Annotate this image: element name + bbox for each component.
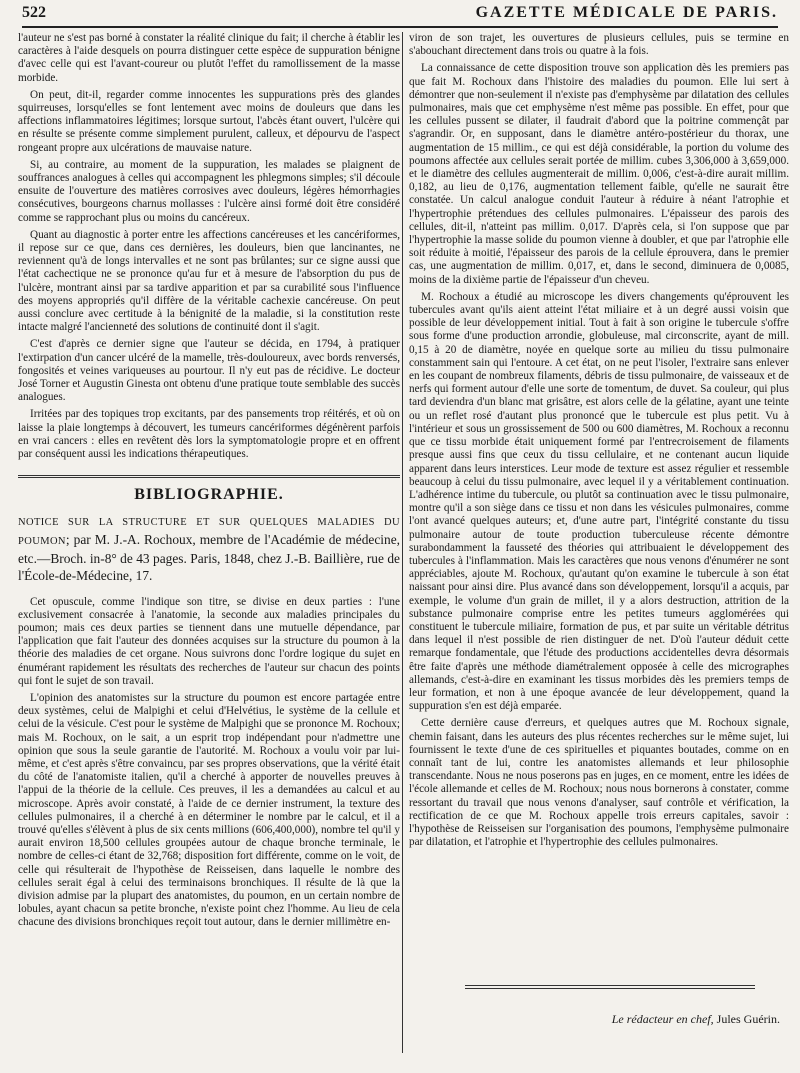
paragraph: Si, au contraire, au moment de la suppuration, les malades se plaignent de souffrances analogues à celles qui accompagnent les phlegmons simples; s'il découle ensuite de l'ouverture des matières corrosives avec douleurs, légères hémorrhagies consécutives, bourgeons charnus mollasses : l'ulcère ainsi formé doit être considéré comme se rapprochant plus ou moins du cancéreux. [18,158,400,224]
paragraph: Irritées par des topiques trop excitants, par des pansements trop réitérés, et où on laisse la plaie longtemps à découvert, les tumeurs cancériformes dégénèrent parfois en vrai cancers : elles en revêtent dès lors la symptomatologie propre et en offrent par conséquent aussi les indications thérapeutiques. [18,408,400,461]
notice-details: ; par M. J.-A. Rochoux, membre de l'Académie de médecine, etc.—Broch. in-8° de 43 pages. Paris, 1848, chez J.-B. Baillière, rue de l'École-de-Médecine, 17. [18,531,400,583]
journal-title: GAZETTE MÉDICALE DE PARIS. [475,4,778,21]
paragraph: On peut, dit-il, regarder comme innocentes les suppurations près des glandes squirreuses, lorsqu'elles se font lentement avec moins de douleurs que dans les affections inflammatoires légitimes; lorsque surtout, l'abcès étant ouvert, l'ulcère qui en résulte se présente comme simplement purulent, calleux, et dépourvu de l'aspect rongeant propre aux ulcérations de mauvaise nature. [18,88,400,154]
page-header [22,4,778,24]
left-column [18,32,400,930]
signature-name: Jules Guérin. [716,1012,780,1026]
right-column [409,32,789,849]
section-title: BIBLIOGRAPHIE. [134,486,284,504]
notice-title: NOTICE SUR LA STRUCTURE ET SUR QUELQUES MALADIES DU POUMON [18,516,400,547]
paragraph: Quant au diagnostic à porter entre les affections cancéreuses et les cancériformes, il repose sur ce que, dans ces dernières, les douleurs, bien que lancinantes, ne reviennent qu'à de longs intervalles et ne sont pas brûlantes; sur ce signe aussi que l'état cachectique ne se prononce qu'au fur et à mesure de l'absorption du pus de l'ulcère, montrant ainsi par sa tardive apparition et par sa curabilité sous l'influence des moyens appropriés qu'il diffère de la véritable cachexie cancéreuse. On peut aussi conclure avec certitude à la bénignité de la maladie, si la constitution reste intacte malgré l'ancienneté des solutions de continuité dont il s'agit. [18,228,400,334]
paragraph: L'opinion des anatomistes sur la structure du poumon est encore partagée entre deux systèmes, celui de Malpighi et celui d'Helvétius, le système de la cellule et celui de la vésicule. C'est pour le système de Malpighi que se prononce M. Rochoux; mais M. Rochoux, on le sait, a un esprit trop indépendant pour n'admettre une opinion que sous la seule garantie de l'autorité. M. Rochoux a voulu voir par lui-même, et c'est après s'être convaincu, par ses propres observations, que la vérité était du côté de l'anatomiste italien, qu'il a cherché à apporter de nouvelles preuves à l'appui de la théorie de la cellule. Ces preuves, il les a demandées au calcul et au microscope. Après avoir constaté, à l'aide de ce dernier instrument, la texture des cellules pulmonaires, il a cherché à en déterminer le nombre par le calcul, et il a trouvé qu'elles s'élèvent à plus de six cents millions (606,400,000), nombre tel qu'il y aurait environ 18,500 cellules groupées autour de chaque bronche terminale, le nombre de celles-ci étant de 32,768; disposition fort différente, comme on le voit, de celle qui résulterait de l'hypothèse de Reisseisen, dans laquelle le nombre des cellules serait égal à celui des terminaisons bronchiques. Il résulte de là que la division admise par la plupart des anatomistes, du poumon, en un certain nombre de lobules, ayant chacun sa petite bronche, n'existe point chez l'homme. Au lieu de cela chacune des divisions bronchiques reçoit tout autour, dans le dernier millimètre en- [18,691,400,929]
paragraph: La connaissance de cette disposition trouve son application dès les premiers pas que fait M. Rochoux dans l'histoire des maladies du poumon. Elle lui sert à démontrer que non-seulement il n'existe pas d'emphysème par dilatation des cellules pulmonaires, mais que cet emphysème n'est même pas possible. En effet, pour que les cellules pussent se dilater, il faudrait d'abord que la poitrine commençât par s'agrandir. Or, en supposant, dans le diamètre antéro-postérieur du thorax, une augmentation de 15 millim., ce qui est déjà considérable, la portion du volume des poumons affectée aux cellules serait portée de millim. cubes 3,306,000 à 3,659,000. et le diamètre des cellules augmenterait de millim. 0,006, c'est-à-dire aurait millim. 0,182, au lieu de 0,176, augmentation tellement faible, qu'elle ne saurait être constatée. Un calcul analogue conduit l'auteur à réduire à néant l'atrophie et l'hypertrophie prétendues des cellules pulmonaires. L'épaisseur des parois des cellules, dit-il, n'atteint pas millim. 0,017. D'après cela, si l'on suppose que par l'hypertrophie la masse solide du poumon vienne à doubler, et que par l'atrophie elle soit réduite à moitié, l'épaisseur des parois de la cellule éprouvera, dans le premier cas, une augmentation de millim. 0,017, et, dans le second, diminuera de 0,0085, moins de la dixième partie de l'épaisseur d'un cheveu. [409,62,789,286]
page-number: 522 [22,4,46,21]
signature-label: Le rédacteur en chef, [611,1012,714,1026]
paragraph: l'auteur ne s'est pas borné à constater la réalité clinique du fait; il cherche à établir les caractères à l'aide desquels on pourra distinguer cette espèce de suppuration bénigne d'avec celle qui est l'avant-coureur ou plutôt l'effet du ramollissement de la masse morbide. [18,32,400,84]
book-notice [18,512,400,584]
paragraph: Cet opuscule, comme l'indique son titre, se divise en deux parties : l'une exclusivement consacrée à l'anatomie, la seconde aux maladies principales du poumon; mais ces deux parties se tiennent dans une mutuelle dépendance, par l'application que fait l'auteur des données acquises sur la structure du poumon à la théorie des maladies de cet organe. Nous suivrons donc l'ordre logique du sujet en énumérant rapidement les résultats des recherches de l'auteur sur chacun des points qui font le sujet de son travail. [18,595,400,687]
section-separator [18,475,400,478]
paragraph: viron de son trajet, les ouvertures de plusieurs cellules, puis se termine en s'abouchant directement dans trois ou quatre à la fois. [409,32,789,58]
header-rule [22,26,778,28]
column-divider [402,32,403,1053]
signature [420,1012,780,1027]
signature-rule [465,985,755,986]
paragraph: M. Rochoux a étudié au microscope les divers changements qu'éprouvent les tubercules avant qu'ils aient atteint l'état miliaire et à un degré aussi voisin que possible de leur développement initial. Tout à fait à son origine le tubercule s'offre sous forme d'une production arrondie, globuleuse, mal circonscrite, ayant de mill. 0,15 à 20 de diamètre, noyée en quelque sorte au milieu du tissu pulmonaire constamment sain qui l'entoure. A cet état, on ne peut l'isoler, l'extraire sans enlever en les coupant de nombreux filaments, débris de tissu pulmonaire, de vaisseaux et de nerfs qui forment autour d'elle une sorte de tomentum, de duvet. Sa couleur, qui plus tard deviendra d'un blanc mat grisâtre, est alors celle de la gélatine, ayant une teinte ou un reflet rosé d'autant plus prononcé que le tubercule est plus petit. Vu à l'intérieur et sous un grossissement de 500 ou 600 diamètres, M. Rochoux a reconnu que ce tissu morbide était uniquement formé par l'entrecroisement de filaments presque aussi fins que ceux du tissu cellulaire, et ne contenant aucun liquide apparent dans leurs interstices. Leur mode de texture est assez régulier et ressemble beaucoup à celui du tissu pulmonaire, avec lequel il y a véritablement continuation. L'adhérence intime du tubercule, ou plutôt sa continuation avec le tissu pulmonaire, montre qu'il a son siège dans ce tissu et non dans les vésicules pulmonaires, comme l'ont avancé quelques auteurs; et, d'une autre part, l'intégrité constante du tissu pulmonaire autour de toute production tuberculeuse récente démontre surabondamment la fausseté des théories qui attribuaient le développement des tubercules à l'inflammation. Mais les caractères que nous venons d'énumérer ne sont appréciables, ajoute M. Rochoux, qu'autant qu'on examine le tubercule à son état naissant pour ainsi dire. Plus avancé dans son développement, lorsqu'il a acquis, par exemple, le volume d'un grain de millet, il y a alors destruction, attrition de la substance pulmonaire comprise entre les petites tumeurs agglomérées qui constituent le tubercule miliaire, formation de pus, et par suite un véritable détritus dans lequel il n'est possible de rien distinguer de net. D'où l'auteur déduit cette remarque fondamentale, que l'étude des productions accidentelles devra désormais être faite d'après une méthode diamétralement opposée à celle des micrographes allemands, c'est-à-dire en examinant les tissus morbides dès les premiers temps de leur formation, et non à une époque avancée de leur développement, quand la suppuration s'en est déjà emparée. [409,290,789,713]
paragraph: C'est d'après ce dernier signe que l'auteur se décida, en 1794, à pratiquer l'extirpation d'un cancer ulcéré de la mamelle, très-douloureux, avec bords renversés, fongosités et veines variqueuses au pourtour. Il n'y eut pas de récidive. Le docteur José Torner et Augustin Ginesta ont obtenu d'une pratique toute semblable des succès analogues. [18,338,400,404]
signature-rule [465,988,755,989]
paragraph: Cette dernière cause d'erreurs, et quelques autres que M. Rochoux signale, chemin faisant, dans les auteurs des plus récentes recherches sur le même sujet, lui fournissent le texte d'une de ces spirituelles et piquantes boutades, comme on en connaît tant de lui, contre les anatomistes allemands et leur philosophie transcendante. Nous ne nous poserons pas en juges, en ce moment, entre les idées de l'école allemande et celles de M. Rochoux; nous nous bornerons à constater, comme ressortant du travail que nous venons d'analyser, sauf contrôle et vérification, la rectification de ce que M. Rochoux appelle trois erreurs capitales, savoir : l'hypothèse de Reisseisen sur l'organisation des poumons, l'emphysème pulmonaire par dilatation, et l'atrophie et l'hypertrophie des cellules pulmonaires. [409,717,789,849]
